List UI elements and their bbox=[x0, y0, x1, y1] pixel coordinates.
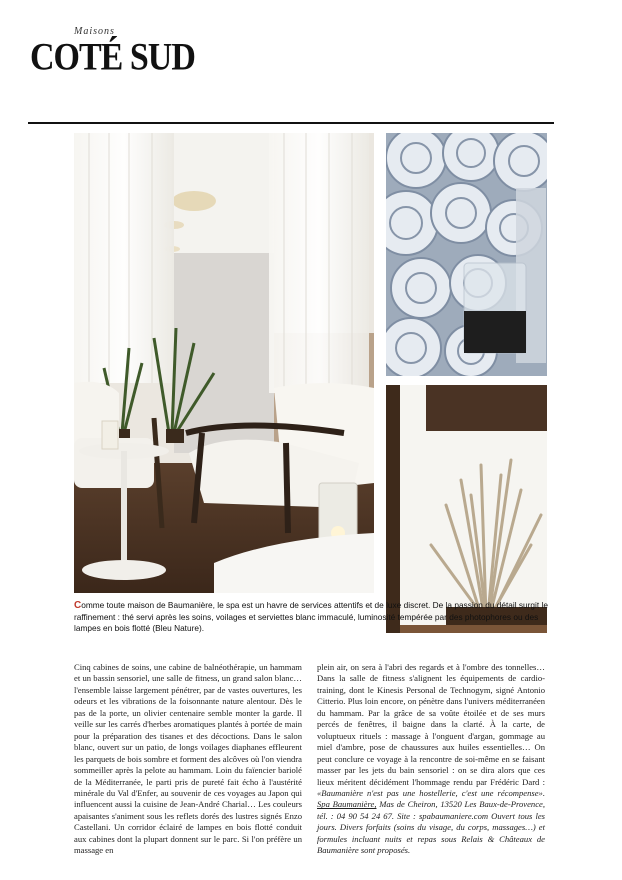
caption-text: omme toute maison de Baumanière, le spa est un havre de services attentifs et de luxe discret. De la passion du détail surgit le raffinement : thé servi après les soins, voilages et serviettes blanc immaculé, luminosité tempérée par des photophores ou des lampes en bois flotté (Bleu Nature). bbox=[74, 600, 548, 633]
towels-photo-image bbox=[386, 133, 547, 376]
magazine-masthead bbox=[30, 26, 195, 86]
spa-contact-info: tél. : 04 90 54 24 67. Site : spabaumaniere.com Ouvert tous les jours. Divers forfaits (soins du visage, du corps, massages…) et formules incluant nuits et repas sous Relais & Châteaux de Baumanière sont proposés. bbox=[317, 810, 545, 856]
lounge-photo-image bbox=[74, 133, 374, 593]
article-right-text: plein air, on sera à l'abri des regards et à l'ombre des tonnelles… Dans la salle de fitness s'alignent les équipements de cardio-training, dont le Kinesis Personal de Technogym, signé Antonio Citterio. Plus loin encore, on pénètre dans l'univers méditerranéen du hammam. Par la grâce de sa voûte étoilée et de ses murs percés de fenêtres, il baigne dans la clarté. À la carte, de voluptueux rituels : massage à l'onguent d'argan, gommage au miel d'ambre, pose de chaussures aux huiles essentielles… On peut conclure ce voyage à la rencontre de soi-même en se faisant masser par les jets du bain sensoriel : on se dira alors que ces lieux méritent décidément l'hommage rendu par Frédéric Dard : bbox=[317, 662, 545, 787]
masthead-small-text: Maisons bbox=[74, 26, 115, 37]
header-rule bbox=[28, 122, 554, 124]
caption-dropcap: C bbox=[74, 600, 82, 611]
spa-address: Mas de Cheiron, 13520 Les Baux-de-Provence, bbox=[376, 799, 545, 810]
photo-caption bbox=[74, 600, 554, 635]
article-left-text: Cinq cabines de soins, une cabine de balnéothérapie, un hammam et un bassin sensoriel, une salle de fitness, un grand salon blanc… l'ensemble laisse largement pénétrer, par de vastes ouvertures, les odeurs et les vibrations de la foisonnante nature alentour. Dès le pas de la porte, un olivier centenaire semble monter la garde. Il veille sur les carrés d'herbes aromatiques plantés à portée de main pour la préparation des tisanes et des décoctions. Dans le salon blanc, ouvert sur un patio, de longs voilages diaphanes effleurent les parquets de bois sombre et forment des alcôves où l'on viendra sommeiller après la pelote au hammam. Loin du faïencier bariolé de la Méditerranée, le parti pris de pureté fait écho à l'austérité minérale du Val d'Enfer, au souvenir de ces voyages au Japon qui influencent aussi la cuisine de Jean-André Charial… Les couleurs apaisantes s'animent sous les reflets dorés des lustres signés Enzo Castellani. Un corridor éclairé de lampes en bois flotté conduit aux cabines dont la plupart donnent sur le parc. Si l'on préfère un massage en bbox=[74, 662, 302, 856]
towels-photo bbox=[386, 133, 547, 376]
driftwood-lamp-photo-image bbox=[386, 385, 547, 633]
driftwood-lamp-photo bbox=[386, 385, 547, 633]
spa-name: Spa Baumanière, bbox=[317, 799, 377, 810]
masthead-title: COTÉ SUD bbox=[30, 36, 195, 79]
article-column-left bbox=[74, 662, 302, 857]
article-column-right bbox=[317, 662, 545, 857]
frederic-dard-quote: «Baumanière n'est pas une hostellerie, c'est une récompense». bbox=[317, 787, 545, 798]
lounge-photo bbox=[74, 133, 374, 593]
